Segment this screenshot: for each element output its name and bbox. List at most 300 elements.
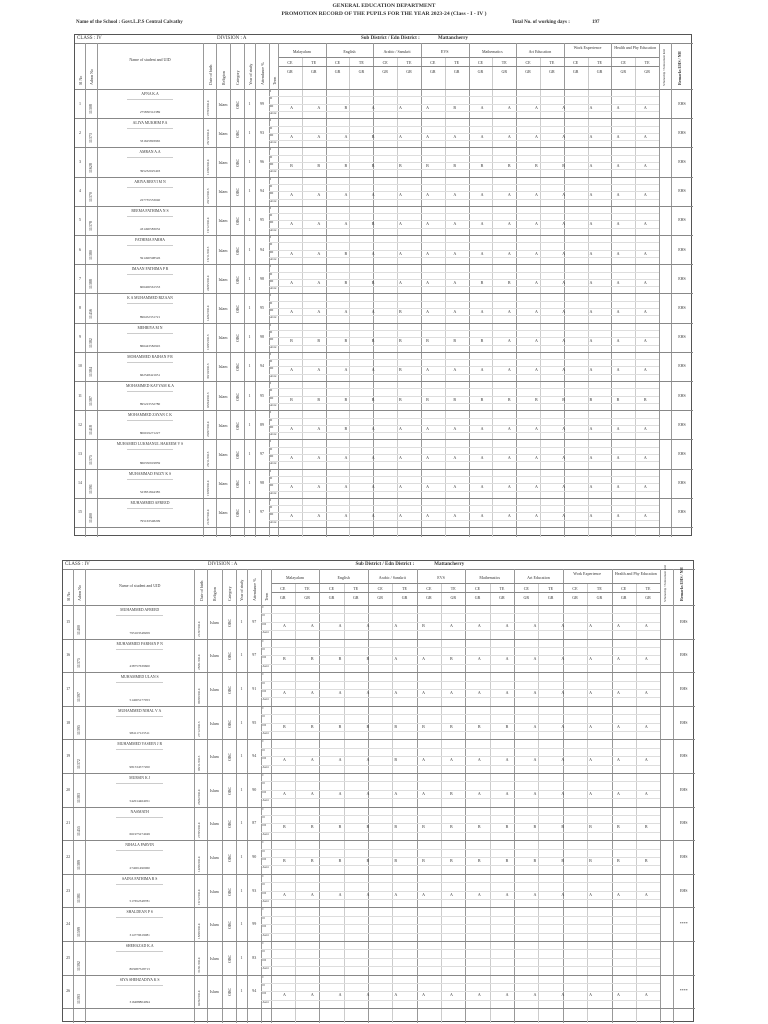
grade-cell: A [366,690,370,695]
term-label: Avrz [270,373,277,378]
grade-cell: A [394,622,398,628]
row-attendance: 97 [252,652,257,658]
column-header-attendance: Attendance % [260,62,265,85]
row-religion: Islam [218,422,228,428]
subject-header: Work Experience [573,571,602,576]
gr-header: GR [644,69,650,74]
term-label: Avrz [270,432,277,437]
term-divider [269,520,659,521]
row-remarks: EHS [678,275,686,281]
gr-header: GR [499,595,505,600]
grade-cell: A [616,104,620,110]
column-header-term: Term [263,592,269,601]
row-religion: Islam [209,989,219,995]
meta-divider [63,569,695,570]
grade-cell: A [371,455,375,460]
grade-cell: A [616,656,620,662]
grade-cell: A [589,192,593,198]
grade-cell: A [535,367,538,373]
student-uid: 316488804094 [129,1000,150,1005]
term-label: I [270,147,272,152]
row-year: 1 [248,451,251,456]
grade-cell: A [589,656,593,662]
grade-cell: B [505,824,509,830]
grade-cell: B [562,163,565,168]
grade-cell: A [449,891,453,897]
row-year: 1 [240,854,243,859]
gr-header: GR [523,595,530,600]
row-sl: 20 [66,786,71,792]
gr-header: GR [430,69,436,74]
grade-cell: A [616,425,620,431]
grade-cell: A [616,992,620,998]
grade-cell: B [338,824,342,830]
row-religion: Islam [218,247,228,253]
row-divider [75,410,693,411]
row-sl: 12 [78,421,82,427]
grade-cell: A [317,484,321,490]
grade-cell: B [371,221,375,227]
term-label: II [262,781,265,786]
gr-header: GR [596,69,603,74]
term-divider [261,765,660,766]
row-year: 1 [240,820,243,826]
term-divider [269,104,659,105]
grade-cell: B [477,824,481,830]
grade-cell: A [422,690,426,695]
grade-cell: A [453,455,457,460]
term-label: Avrz [270,140,277,145]
te-header: TE [402,586,407,591]
student-name: MURSIN K J [129,776,151,780]
grade-cell: A [453,279,457,285]
half-divider [540,57,541,537]
gr-header: GR [547,595,554,600]
row-religion: Islam [209,855,219,860]
grade-cell: A [310,757,314,763]
half-divider [302,57,303,537]
gr-header: GR [549,69,555,74]
grade-cell: A [344,192,348,198]
grade-cell: A [505,757,509,763]
grade-cell: A [317,309,321,314]
term-label: I [270,468,272,473]
term-divider [261,1000,660,1001]
row-divider [63,739,695,740]
row-year: 1 [240,786,243,792]
row-remarks: EHS [678,392,686,398]
grade-cell: B [449,858,453,863]
student-name: MEHRIYA M N [137,325,163,330]
column-header-admn: Admn No [89,69,94,85]
student-name: MOHAMMED ZAYAN C K [127,413,173,418]
grade-cell: B [453,163,457,168]
grade-cell: A [480,367,484,373]
grade-cell: A [371,250,375,256]
term-label: II [270,446,273,451]
row-remarks: **** [679,988,688,994]
grade-cell: B [317,396,320,402]
term-divider [269,257,659,258]
row-attendance: 94 [260,188,264,194]
grade-cell: A [561,656,565,662]
student-name: IMAAN FATHIMA P R [131,267,169,272]
row-admn: 11383 [76,792,82,803]
subject-header: Arabic / Sanskrit [383,49,411,54]
row-divider [75,469,693,470]
grade-cell: A [562,192,566,198]
row-sl: 10 [78,363,82,369]
row-admn: 11308 [88,104,93,115]
grade-cell: A [616,484,620,490]
grade-cell: B [422,824,425,830]
grade-cell: A [398,133,402,139]
te-header: TE [597,60,602,65]
name-uid-divider [127,479,173,480]
grade-cell: B [426,338,429,344]
grade-cell: A [535,250,538,256]
working-days-value: 197 [592,20,600,25]
grade-cell: A [338,891,342,897]
grade-cell: A [453,425,457,431]
header-divider [271,592,661,593]
column-divider [230,43,231,537]
row-religion: Islam [218,160,228,165]
term-label: Avrz [270,519,277,524]
row-sl: 6 [79,246,81,252]
term-divider [269,184,659,185]
term-divider [269,454,659,455]
row-divider [63,907,695,908]
grade-cell: A [344,221,348,227]
row-attendance: 97 [252,618,257,624]
row-dob: 14/06/2014 [196,856,201,872]
term-label: Avrz [262,798,269,803]
term-divider [261,790,660,791]
row-year: 1 [240,719,243,725]
subject-divider [465,569,466,1023]
grade-cell: A [290,455,293,460]
grade-cell: A [562,309,566,314]
te-header: TE [454,60,460,65]
grade-cell: A [561,992,565,998]
term-divider [269,301,659,302]
term-divider [269,366,659,367]
subdistrict-label: Sub District / Edn District : [361,36,420,41]
grade-cell: A [535,425,538,431]
row-remarks: EHS [679,618,688,624]
term-divider [269,396,659,397]
row-attendance: 95 [252,719,257,725]
row-admn: 11378 [88,221,93,231]
grade-cell: B [398,338,402,344]
row-dob: 24/05/2014 [206,275,210,292]
row-dob: 10/05/2013 [206,334,210,350]
column-header-category: Category [226,586,232,601]
term-label: I [270,439,272,444]
column-divider [194,569,195,1023]
subject-divider [421,43,422,537]
grade-cell: B [317,163,320,168]
department-title: GENERAL EDUCATION DEPARTMENT [332,3,436,9]
column-divider [671,43,672,537]
row-category: OBC [226,685,232,694]
grade-cell: B [371,133,375,139]
term-divider [261,949,660,950]
term-label: II [262,815,265,819]
grade-cell: A [290,221,293,227]
row-category: OBC [226,853,232,862]
row-divider [75,293,693,294]
row-attendance: 89 [260,421,264,427]
term-divider [269,96,659,97]
grade-cell: B [505,858,509,863]
te-header: TE [548,586,554,591]
row-admn: 11400 [76,624,82,635]
term-label: Avrz [262,630,269,635]
name-uid-divider [116,817,163,818]
term-label: III [270,366,274,371]
row-admn: 11391 [88,483,93,494]
student-name: BEEMA FATHIMA N S [131,208,169,213]
grade-cell: A [480,484,484,490]
grade-cell: B [344,396,348,402]
subject-header: EVS [437,575,445,580]
student-uid: 866350919859 [139,460,161,465]
row-category: OBC [235,304,240,313]
column-header-name: Name of student and UID [129,57,171,62]
grade-cell: B [422,723,425,729]
grade-cell: A [398,221,402,227]
term-divider [269,155,659,156]
row-divider [75,439,693,440]
grade-cell: A [589,338,593,344]
term-label: II [270,242,273,247]
term-label: Avrz [270,110,277,115]
name-uid-divider [127,99,173,100]
grade-cell: A [371,513,375,519]
grade-cell: B [507,279,511,285]
row-year: 1 [248,275,251,281]
row-category: OBC [226,618,232,627]
term-label: I [262,605,264,609]
term-label: III [270,162,274,166]
grade-cell: B [344,250,348,256]
grade-cell: A [507,425,511,431]
grade-cell: A [644,656,648,662]
grade-cell: A [477,622,481,628]
term-divider [269,337,659,338]
grade-cell: A [562,484,566,490]
grade-cell: A [507,455,511,460]
term-label: I [270,381,272,385]
grade-cell: B [338,656,342,662]
grade-cell: A [505,790,509,796]
term-label: II [270,359,273,364]
name-uid-divider [116,749,163,750]
row-dob: 03/04/2013 [206,392,210,409]
subject-header: Work Experience [573,45,602,50]
grade-cell: B [422,858,425,863]
name-uid-divider [116,884,163,885]
name-uid-divider [116,682,163,683]
row-sl: 14 [78,480,82,486]
ce-header: CE [477,60,483,65]
ce-header: CE [523,586,529,591]
subject-divider [469,43,470,537]
half-divider [635,57,636,537]
row-sl: 8 [79,305,81,310]
grade-cell: B [290,163,293,168]
grade-cell: A [426,455,430,460]
term-divider [269,461,659,462]
header-divider [271,583,661,584]
grade-cell: B [338,723,342,729]
student-name: AMRAN A.A [139,150,161,155]
term-divider [269,505,659,506]
row-remarks: EHS [679,652,688,658]
grade-cell: A [310,622,314,628]
grade-cell: B [371,279,375,285]
grade-cell: A [290,133,293,139]
grade-cell: B [616,824,620,830]
row-divider [63,773,695,774]
student-uid: 795163548209 [139,519,161,523]
grade-cell: B [366,858,370,863]
row-attendance: 98 [260,334,264,340]
grade-cell: B [477,858,481,863]
te-header: TE [358,60,364,65]
row-remarks: EHS [678,188,686,194]
grade-cell: B [449,824,453,830]
grade-cell: A [290,309,293,314]
column-header-category: Category [235,70,240,85]
student-name: ARIYA BEEVI M N [134,179,166,184]
grade-cell: A [616,133,620,139]
row-attendance: 97 [260,451,264,456]
name-uid-divider [116,985,163,986]
name-uid-divider [127,187,173,188]
term-divider [269,388,659,389]
grade-cell: A [290,192,293,198]
row-divider [63,639,695,640]
grade-cell: A [589,690,593,695]
column-header-dob: Date of birth [207,64,213,85]
grade-cell: A [394,656,398,662]
term-divider [261,655,660,656]
grade-cell: A [366,622,370,628]
grade-cell: B [644,824,648,830]
row-sl: 9 [79,334,81,340]
ce-header: CE [426,586,432,591]
term-label: Avrz [270,256,277,261]
grade-cell: A [317,513,321,519]
student-uid: 795163548209 [129,630,150,635]
document-title: PROMOTION RECORD OF THE PUPILS FOR THE YEAR 2023-24 (Class - I - IV ) [281,11,487,17]
grade-cell: A [616,309,620,314]
row-sl: 5 [79,217,81,223]
grade-cell: A [589,484,593,490]
term-divider [261,723,660,724]
row-divider [75,352,693,353]
grade-cell: A [507,309,511,314]
grade-cell: A [643,309,647,314]
gr-header: GR [401,595,408,600]
name-uid-divider [127,420,173,421]
ce-header: CE [328,586,335,591]
row-attendance: 95 [260,305,264,310]
row-remarks: EHS [678,363,686,369]
row-admn: 11400 [88,513,93,523]
row-category: OBC [235,158,240,167]
term-divider [261,832,660,833]
term-label: I [262,705,264,710]
student-uid: 275830312389 [139,110,161,115]
term-label: I [270,410,272,415]
grade-cell: A [643,513,647,519]
ce-header: CE [377,586,383,591]
term-label: III [270,395,274,400]
grade-cell: B [562,396,565,402]
term-divider [269,359,659,360]
row-sl: 24 [66,921,71,927]
gr-header: GR [334,69,341,74]
term-label: III [270,337,274,342]
term-label: III [270,512,274,517]
term-divider [261,613,660,614]
column-divider [216,43,217,537]
grade-cell: A [507,367,511,373]
grade-cell: A [562,133,566,139]
row-admn: 11395 [76,725,82,736]
grade-cell: A [398,513,402,519]
subject-header: Health and Phy Education [614,571,657,576]
row-category: OBC [235,129,240,138]
grade-cell: B [480,338,484,344]
row-attendance: 98 [260,275,264,281]
gr-header: GR [382,69,388,74]
row-year: 1 [240,988,243,994]
term-divider [261,899,660,900]
gr-header: GR [525,69,531,74]
student-name: MUHAMMED AFREED [120,608,160,612]
row-attendance: 91 [252,686,257,691]
term-label: I [270,118,272,123]
grade-cell: A [616,455,620,460]
term-divider [269,330,659,331]
term-divider [261,630,660,631]
grade-cell: A [644,790,648,796]
term-label: II [262,747,265,752]
row-admn: 11382 [88,337,93,348]
grade-cell: A [533,690,537,695]
grade-cell: A [589,250,593,256]
gr-header: GR [453,69,460,74]
row-religion: Islam [209,888,219,894]
subject-header: Mathematics [479,575,501,580]
name-uid-divider [116,649,163,650]
half-divider [445,57,446,537]
term-divider [269,476,659,477]
grade-cell: B [283,824,286,830]
row-religion: Islam [209,653,219,659]
row-year: 1 [248,100,251,106]
row-sl: 4 [79,188,81,194]
term-label: I [262,974,264,979]
subject-header: Malayalam [285,575,304,580]
ce-header: CE [475,586,481,591]
student-uid: 895223552780 [139,402,161,407]
